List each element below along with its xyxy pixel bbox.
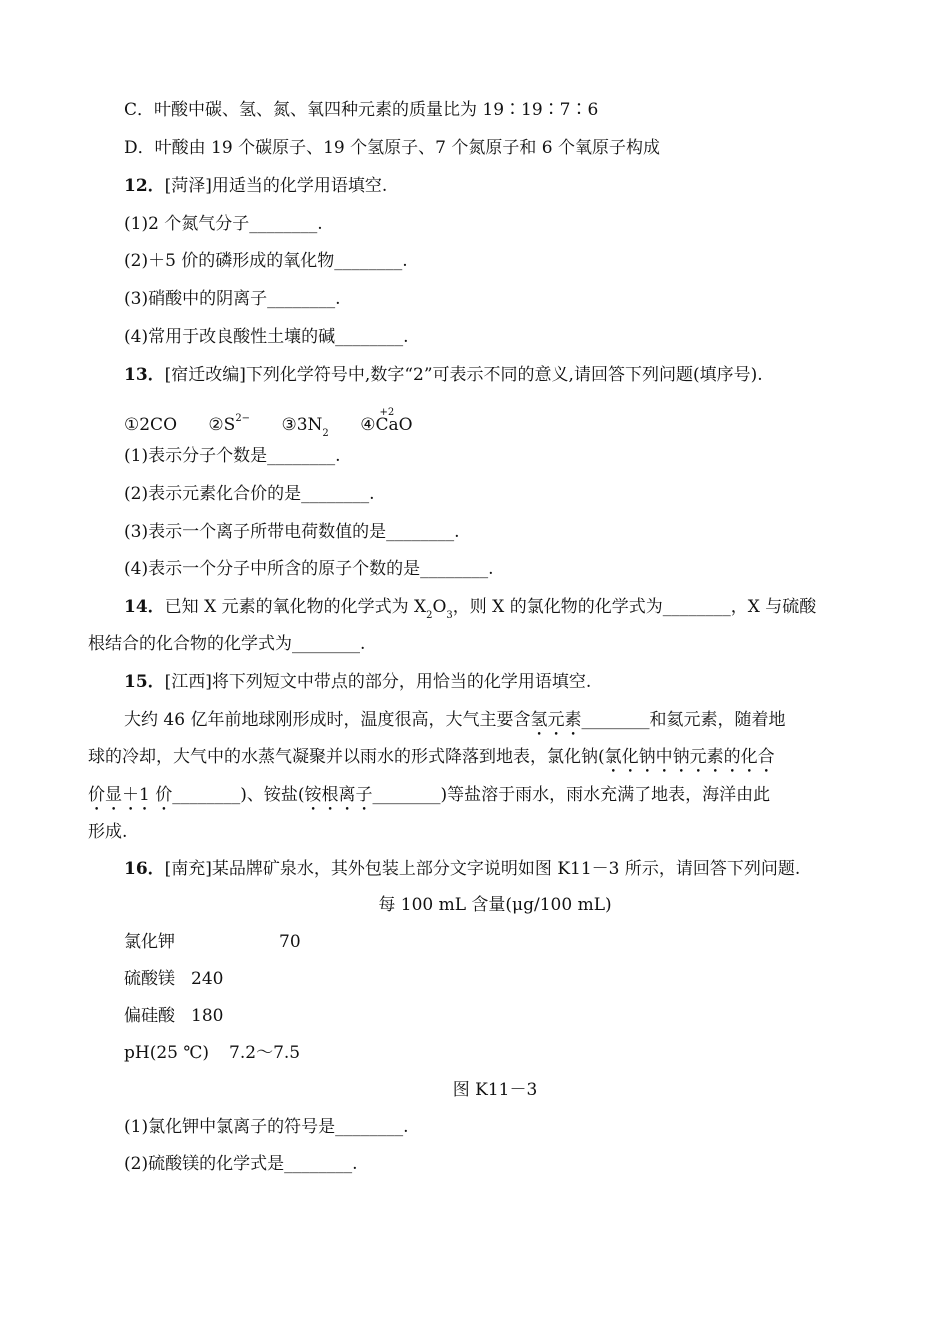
symbol-1: ①2CO [124,415,178,435]
symbol-3: $③3N_2$ [281,415,329,439]
q13-item-4: (4)表示一个分子中所含的原子个数的是________. [124,559,494,579]
question-13 [124,363,763,387]
row-value: 7.2～7.5 [229,1043,301,1063]
question-text: ，则 X 的氯化物的化学式为________，X 与硫酸 [452,597,817,617]
question-number: 12． [124,176,165,196]
q12-item-4: (4)常用于改良酸性土壤的碱________. [124,327,409,347]
table-title: 每 100 mL 含量(μg/100 mL) [378,895,612,915]
dotted-term: 氢元素 [530,710,582,730]
table-row [124,930,301,954]
question-12 [124,174,387,198]
q13-item-3: (3)表示一个离子所带电荷数值的是________. [124,522,460,542]
row-name: 硫酸镁 [124,969,175,989]
question-16 [124,857,800,881]
row-name: pH(25 ℃) [124,1043,210,1063]
row-value: 70 [279,932,301,952]
q13-symbols [124,407,413,446]
q15-passage-line-3 [88,783,770,815]
q12-item-2: (2)＋5 价的磷形成的氧化物________. [124,251,408,271]
q12-item-1: (1)2 个氮气分子________. [124,214,323,234]
question-number: 13． [124,365,165,385]
option-c: C．叶酸中碳、氢、氮、氧四种元素的质量比为 19∶19∶7∶6 [124,100,599,120]
q15-passage-line-1 [124,708,785,740]
passage-text: ________和氦元素，随着地 [581,710,786,730]
passage-text: 球的冷却，大气中的水蒸气凝聚并以雨水的形式降落到地表，氯化钠( [88,747,605,767]
question-text: [南充]某品牌矿泉水，其外包装上部分文字说明如图 K11－3 所示，请回答下列问题. [164,859,801,879]
q15-passage-line-2 [88,745,775,777]
table-row [124,1004,223,1028]
question-text: 已知 X 元素的氧化物的化学式为 X [164,597,427,617]
q13-item-2: (2)表示元素化合价的是________. [124,484,375,504]
passage-text: ________)等盐溶于雨水，雨水充满了地表，海洋由此 [372,785,771,805]
question-number: 14． [124,597,165,617]
question-text: [宿迁改编]下列化学符号中,数字“2”可表示不同的意义,请回答下列问题(填序号). [164,365,763,385]
row-name: 氯化钾 [124,932,175,952]
question-number: 15． [124,672,165,692]
formula-part: O [432,597,447,617]
question-15 [124,670,591,694]
symbol-2: $②S^{2-}$ [208,413,251,435]
subscript: 2 [426,610,433,621]
question-14-line-2: 根结合的化合物的化学式为________. [88,634,366,654]
row-value: 180 [191,1006,224,1026]
q12-item-3: (3)硝酸中的阴离子________. [124,289,341,309]
q16-item-1: (1)氯化钾中氯离子的符号是________. [124,1117,409,1137]
question-text: [江西]将下列短文中带点的部分，用恰当的化学用语填空. [164,672,592,692]
question-14 [124,595,816,628]
dotted-term: 氯化钠中钠元素的化合 [604,747,775,767]
figure-caption: 图 K11－3 [452,1080,538,1100]
subscript: 3 [446,610,453,621]
dotted-term: 价显＋1 价 [88,785,173,805]
row-value: 240 [191,969,224,989]
passage-text: 大约 46 亿年前地球刚形成时，温度很高，大气主要含 [124,710,531,730]
question-number: 16． [124,859,165,879]
q16-item-2: (2)硫酸镁的化学式是________. [124,1154,358,1174]
dotted-term: 铵根离子 [304,785,373,805]
table-row [124,967,223,991]
q13-item-1: (1)表示分子个数是________. [124,446,341,466]
table-row [124,1041,300,1065]
row-name: 偏硅酸 [124,1006,175,1026]
option-d: D．叶酸由 19 个碳原子、19 个氢原子、7 个氮原子和 6 个氧原子构成 [124,138,660,158]
symbol-4: ④ +2 CaO [360,407,413,435]
question-text: [菏泽]用适当的化学用语填空. [164,176,388,196]
passage-text: ________)、铵盐( [172,785,305,805]
q15-passage-line-4: 形成. [88,822,128,842]
